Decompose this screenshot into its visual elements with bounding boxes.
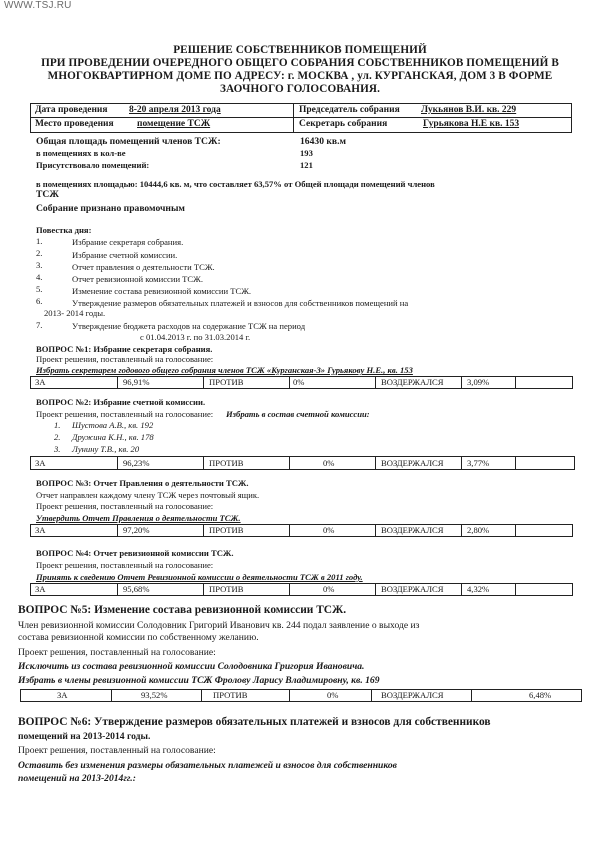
vote-for-value: 93,52% (141, 690, 168, 700)
area-value: 16430 кв.м (300, 136, 347, 147)
vote-for-value: 95,68% (123, 584, 150, 594)
area-label: Общая площадь помещений членов ТСЖ: (36, 136, 221, 147)
q5-project-label: Проект решения, поставленный на голосование: (18, 647, 216, 658)
q5-decision: Избрать в члены ревизионной комиссии ТСЖ Фролову Ларису Владимировну, кв. 169 (18, 675, 380, 686)
watermark: WWW.TSJ.RU (4, 0, 72, 11)
vote-against-value: 0% (293, 377, 305, 387)
q6-heading: ВОПРОС №6: Утверждение размеров обязательных платежей и взносов для собственников (18, 716, 491, 728)
agenda-heading: Повестка дня: (36, 225, 92, 235)
vote-abstain-value: 2,80% (467, 525, 490, 535)
area-present-line: ТСЖ (36, 189, 59, 200)
place-label: Место проведения (35, 119, 114, 129)
agenda-num: 6. (36, 296, 43, 306)
vote-for-label: ЗА (35, 377, 46, 387)
vote-against-value: 0% (323, 584, 335, 594)
q1-heading: ВОПРОС №1: Избрание секретаря собрания. (36, 344, 213, 354)
q2-vote-table (30, 456, 575, 470)
vote-abstain-value: 4,32% (467, 584, 490, 594)
q6-decision: Оставить без изменения размеры обязательных платежей и взносов для собственников (18, 760, 397, 771)
q5-vote-table (20, 689, 582, 702)
q1-project-label: Проект решения, поставленный на голосование: (36, 354, 214, 364)
vote-abstain-value: 6,48% (529, 690, 552, 700)
vote-abstain-label: ВОЗДЕРЖАЛСЯ (381, 525, 444, 535)
date-label: Дата проведения (35, 105, 108, 115)
vote-for-label: ЗА (57, 690, 68, 700)
vote-against-label: ПРОТИВ (209, 584, 244, 594)
agenda-item: Изменение состава ревизионной комиссии ТСЖ. (72, 286, 252, 296)
q5-text: состава ревизионной комиссии по собственному желанию. (18, 632, 259, 643)
q1-decision: Избрать секретарем годового общего собрания членов ТСЖ «Курганская-3» Гурьякову Н.Е., кв. 153 (36, 365, 413, 375)
q3-decision: Утвердить Отчет Правления о деятельности ТСЖ. (36, 513, 241, 523)
vote-for-value: 97,20% (123, 525, 150, 535)
area-present-line: в помещениях площадью: 10444,6 кв. м, что составляет 63,57% от Общей площади помещений членов (36, 179, 435, 189)
q2-member: Дружина К.Н., кв. 178 (72, 432, 154, 442)
place-value: помещение ТСЖ (137, 119, 211, 129)
vote-abstain-label: ВОЗДЕРЖАЛСЯ (381, 584, 444, 594)
chair-value: Лукьянов В.И. кв. 229 (421, 105, 517, 115)
agenda-item: Отчет правления о деятельности ТСЖ. (72, 262, 215, 272)
q6-decision: помещений на 2013-2014гг.: (18, 773, 136, 784)
q2-member-num: 2. (54, 432, 61, 442)
agenda-item: с 01.04.2013 г. по 31.03.2014 г. (140, 332, 251, 342)
q3-vote-table (30, 524, 573, 537)
vote-abstain-value: 3,77% (467, 458, 490, 468)
vote-for-value: 96,23% (123, 458, 150, 468)
q5-decision: Исключить из состава ревизионной комиссии Солодовника Григория Ивановича. (18, 661, 365, 672)
title-line: ПРИ ПРОВЕДЕНИИ ОЧЕРЕДНОГО ОБЩЕГО СОБРАНИЯ СОБСТВЕННИКОВ ПОМЕЩЕНИЙ В (41, 57, 559, 69)
agenda-item: Утверждение бюджета расходов на содержание ТСЖ на период (72, 321, 306, 331)
chair-label: Председатель собрания (299, 105, 400, 115)
present-label: Присутствовало помещений: (36, 160, 150, 170)
q6-heading: помещений на 2013-2014 годы. (18, 731, 151, 742)
q2-member: Шустова А.В., кв. 192 (72, 420, 154, 430)
q2-member: Лунину Т.В., кв. 20 (72, 444, 140, 454)
vote-for-label: ЗА (35, 458, 46, 468)
q3-project-label: Проект решения, поставленный на голосование: (36, 501, 214, 511)
title-line: РЕШЕНИЕ СОБСТВЕННИКОВ ПОМЕЩЕНИЙ (173, 44, 427, 56)
q1-vote-table (30, 376, 573, 389)
agenda-item: Утверждение размеров обязательных платежей и взносов для собственников помещений на (72, 298, 409, 308)
q3-note: Отчет направлен каждому члену ТСЖ через почтовый ящик. (36, 490, 260, 500)
document-title (40, 44, 560, 96)
q3-heading: ВОПРОС №3: Отчет Правления о деятельности ТСЖ. (36, 478, 249, 488)
vote-abstain-label: ВОЗДЕРЖАЛСЯ (381, 458, 444, 468)
vote-for-label: ЗА (35, 525, 46, 535)
present-value: 121 (300, 160, 313, 170)
secretary-value: Гурьякова Н.Е кв. 153 (423, 119, 520, 129)
agenda-item: Избрание счетной комиссии. (72, 250, 178, 260)
q2-decision: Избрать в состав счетной комиссии: (226, 409, 370, 419)
vote-against-label: ПРОТИВ (209, 525, 244, 535)
q2-member-num: 3. (54, 444, 61, 454)
secretary-label: Секретарь собрания (299, 119, 388, 129)
agenda-num: 5. (36, 284, 43, 294)
q4-vote-table (30, 583, 573, 596)
q4-heading: ВОПРОС №4: Отчет ревизионной комиссии ТСЖ. (36, 548, 234, 558)
q2-member-num: 1. (54, 420, 61, 430)
vote-abstain-label: ВОЗДЕРЖАЛСЯ (381, 377, 444, 387)
q2-heading: ВОПРОС №2: Избрание счетной комиссии. (36, 397, 206, 407)
title-line: МНОГОКВАРТИРНОМ ДОМЕ ПО АДРЕСУ: г. МОСКВА , ул. КУРГАНСКАЯ, ДОМ 3 В ФОРМЕ (47, 70, 553, 82)
vote-against-value: 0% (323, 458, 335, 468)
agenda-item: Отчет ревизионной комиссии ТСЖ. (72, 274, 204, 284)
agenda-item: 2013- 2014 годы. (44, 308, 106, 318)
agenda-item: Избрание секретаря собрания. (72, 237, 184, 247)
vote-against-value: 0% (323, 525, 335, 535)
meeting-info-table (30, 103, 572, 133)
vote-against-label: ПРОТИВ (209, 377, 244, 387)
agenda-num: 3. (36, 260, 43, 270)
count-value: 193 (300, 148, 313, 158)
vote-abstain-label: ВОЗДЕРЖАЛСЯ (381, 690, 444, 700)
q5-heading: ВОПРОС №5: Изменение состава ревизионной комиссии ТСЖ. (18, 604, 347, 616)
q4-project-label: Проект решения, поставленный на голосование: (36, 560, 214, 570)
vote-against-value: 0% (327, 690, 339, 700)
agenda-num: 2. (36, 248, 43, 258)
agenda-num: 4. (36, 272, 43, 282)
vote-against-label: ПРОТИВ (213, 690, 248, 700)
vote-for-label: ЗА (35, 584, 46, 594)
agenda-num: 7. (36, 320, 43, 330)
vote-for-value: 96,91% (123, 377, 150, 387)
q6-project-label: Проект решения, поставленный на голосование: (18, 745, 216, 756)
vote-abstain-value: 3,09% (467, 377, 490, 387)
q2-project-label: Проект решения, поставленный на голосование: (36, 409, 214, 419)
count-label: в помещениях в кол-ве (36, 148, 126, 158)
agenda-num: 1. (36, 236, 43, 246)
q4-decision: Принять к сведению Отчет Ревизионной комиссии о деятельности ТСЖ в 2011 году. (36, 572, 363, 582)
title-line: ЗАОЧНОГО ГОЛОСОВАНИЯ. (220, 83, 380, 95)
vote-against-label: ПРОТИВ (209, 458, 244, 468)
date-value: 8-20 апреля 2013 года (129, 105, 221, 115)
q5-text: Член ревизионной комиссии Солодовник Григорий Иванович кв. 244 подал заявление о выходе из (18, 620, 420, 631)
quorum-text: Собрание признано правомочным (36, 203, 185, 214)
